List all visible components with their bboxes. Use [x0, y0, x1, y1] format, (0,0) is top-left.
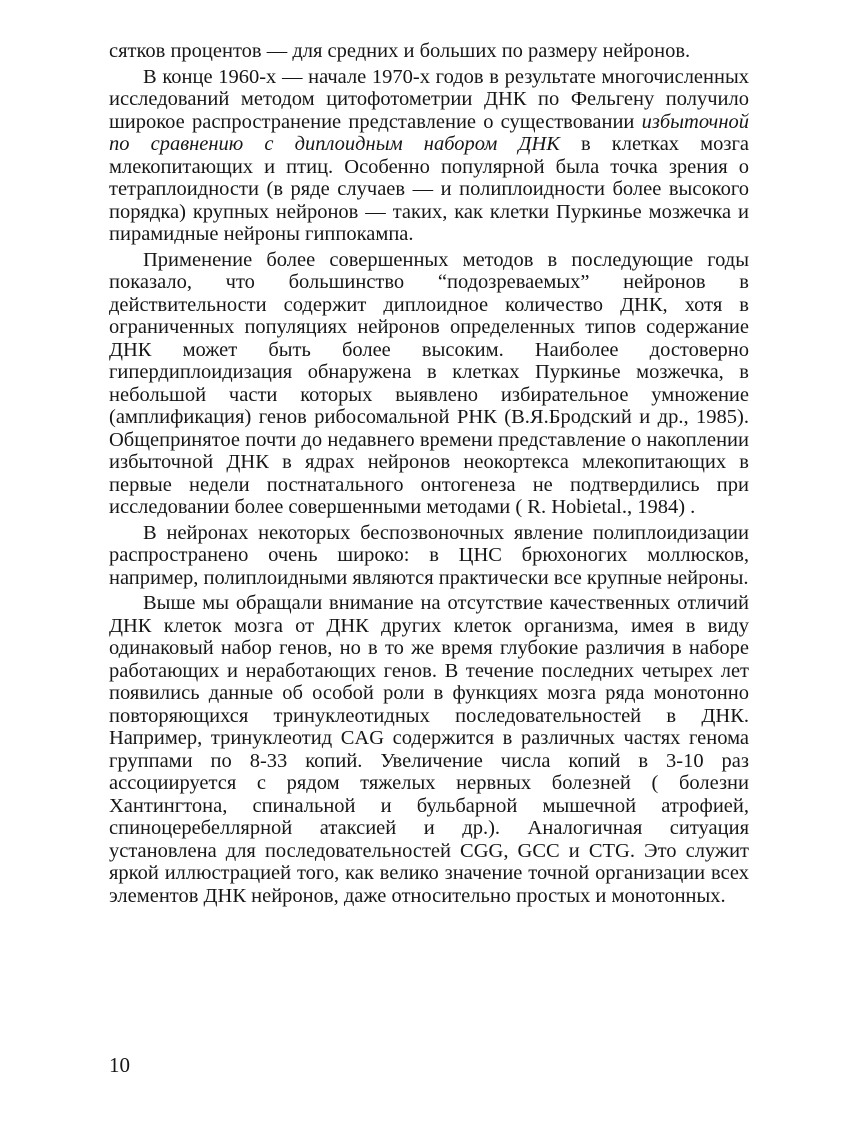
paragraph-text: В конце 1960-х — начале 1970-х годов в результате многочисленных исследований методом цитофотометрии ДНК по Фельгену получило широкое распространение представление о существовании — [109, 65, 749, 133]
paragraph-dna-excess — [109, 66, 749, 246]
paragraph-invertebrates: В нейронах некоторых беспозвоночных явление полиплоидизации распространено очень широко: в ЦНС брюхоногих моллюсков, например, полиплоидными являются практически все крупные нейроны. — [109, 521, 749, 589]
paragraph-text: в клетках мозга млекопитающих и птиц. Особенно популярной была точка зрения о тетраплоидности (в ряде случаев — и полиплоидности более высокого порядка) крупных нейронов — таких, как клетки Пуркинье мозжечка и пирамидные нейроны гиппокампа. — [109, 133, 749, 245]
page-number: 10 — [109, 1053, 130, 1077]
emphasized-text: избыточной по сравнению с диплоидным набором ДНК — [109, 110, 749, 155]
paragraph-continued: сятков процентов — для средних и больших по размеру нейронов. — [109, 40, 691, 62]
paragraph-improved-methods: Применение более совершенных методов в последующие годы показало, что большинство “подозреваемых” нейронов в действительности содержит диплоидное количество ДНК, хотя в ограниченных популяциях нейронов определенных типов содержание ДНК может быть более высоким. Наиболее достоверно гипердиплоидизация обнаружена в клетках Пуркинье мозжечка, в небольшой части которых выявлено избирательное умножение (амплификация) генов рибосомальной РНК (В.Я.Бродский и др., 1985). Общепринятое почти до недавнего времени представление о накоплении избыточной ДНК в ядрах нейронов неокортекса млекопитающих в первые недели постнатального онтогенеза не подтвердились при исследовании более совершенными методами ( R. Hobietal., 1984) . — [109, 248, 749, 518]
body-text — [109, 40, 749, 907]
paragraph-trinucleotides: Выше мы обращали внимание на отсутствие качественных отличий ДНК клеток мозга от ДНК других клеток организма, имея в виду одинаковый набор генов, но в то же время глубокие различия в наборе работающих и неработающих генов. В течение последних четырех лет появились данные об особой роли в функциях мозга ряда монотонно повторяющихся тринуклеотидных последовательностей в ДНК. Например, тринуклеотид CAG содержится в различных частях генома группами по 8-33 копий. Увеличение числа копий в 3-10 раз ассоциируется с рядом тяжелых нервных болезней ( болезни Хантингтона, спинальной и бульбарной мышечной атрофией, спиноцеребеллярной атаксией и др.). Аналогичная ситуация установлена для последовательностей CGG, GCC и CTG. Это служит яркой иллюстрацией того, как велико значение точной организации всех элементов ДНК нейронов, даже относительно простых и монотонных. — [109, 592, 749, 907]
